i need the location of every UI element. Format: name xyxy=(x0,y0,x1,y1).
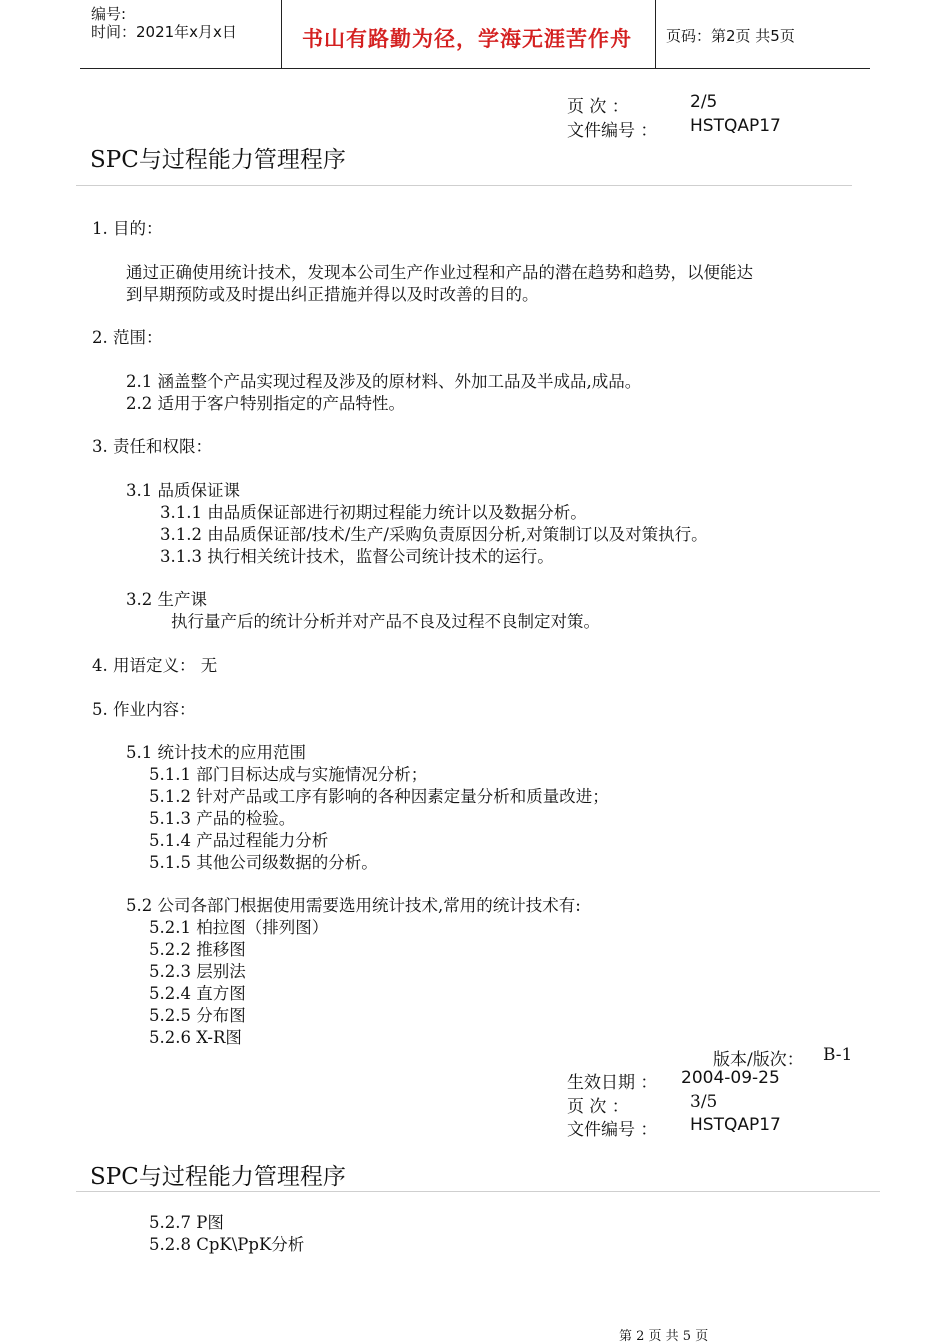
section-5-subitem: 5.2.8 CpK\PpK分析 xyxy=(149,1235,305,1254)
section-5-subitem: 5.1.2 针对产品或工序有影响的各种因素定量分析和质量改进； xyxy=(149,787,609,806)
section-3-item: 3.1 品质保证课 xyxy=(126,481,240,500)
page-footer: 第 2 页 共 5 页 xyxy=(619,1329,709,1344)
section-5-subitem: 5.2.6 X-R图 xyxy=(149,1028,242,1047)
section-3-heading: 3. 责任和权限： xyxy=(92,437,212,456)
section-5-subitem: 5.1.3 产品的检验。 xyxy=(149,809,296,828)
section-5-subitem: 5.1.5 其他公司级数据的分析。 xyxy=(149,853,378,872)
section-3-subitem: 3.1.2 由品质保证部/技术/生产/采购负责原因分析,对策制订以及对策执行。 xyxy=(160,525,708,544)
section-1-heading: 1. 目的： xyxy=(92,219,163,238)
section-1-text: 到早期预防或及时提出纠正措施并得以及时改善的目的。 xyxy=(126,285,539,304)
meta-page-value: 3/5 xyxy=(690,1092,718,1112)
section-4-heading: 4. 用语定义： 无 xyxy=(92,656,218,675)
meta-date-label: 生效日期 ： xyxy=(567,1073,658,1093)
meta-version-label: 版本/版次： xyxy=(713,1050,804,1070)
header-motto: 书山有路勤为径，学海无涯苦作舟 xyxy=(302,27,632,51)
meta-page-value: 2/5 xyxy=(690,92,718,112)
meta-doc-label: 文件编号 ： xyxy=(567,1120,658,1140)
header-time-label: 时间：2021年x月x日 xyxy=(91,23,237,41)
section-5-subitem: 5.2.2 推移图 xyxy=(149,940,246,959)
section-3-subitem: 3.1.3 执行相关统计技术，监督公司统计技术的运行。 xyxy=(160,547,554,566)
section-3-item: 3.2 生产课 xyxy=(126,590,207,609)
meta-page-label: 页 次 ： xyxy=(567,1097,629,1117)
meta-page-label: 页 次 ： xyxy=(567,97,629,117)
section-5-subitem: 5.2.5 分布图 xyxy=(149,1006,246,1025)
section-5-item: 5.1 统计技术的应用范围 xyxy=(126,743,306,762)
page-title: SPC与过程能力管理程序 xyxy=(90,147,346,173)
section-5-heading: 5. 作业内容： xyxy=(92,700,196,719)
page-title: SPC与过程能力管理程序 xyxy=(90,1164,346,1190)
meta-doc-value: HSTQAP17 xyxy=(690,116,781,136)
meta-doc-value: HSTQAP17 xyxy=(690,1115,781,1135)
header-divider xyxy=(281,0,282,68)
section-5-subitem: 5.1.4 产品过程能力分析 xyxy=(149,831,329,850)
section-2-item: 2.2 适用于客户特别指定的产品特性。 xyxy=(126,394,405,413)
title-rule xyxy=(76,1191,880,1192)
section-5-subitem: 5.2.4 直方图 xyxy=(149,984,246,1003)
title-rule xyxy=(76,185,852,186)
header-divider xyxy=(655,0,656,68)
section-5-subitem: 5.2.3 层别法 xyxy=(149,962,246,981)
section-5-subitem: 5.2.1 柏拉图（排列图） xyxy=(149,918,329,937)
meta-date-value: 2004-09-25 xyxy=(681,1068,780,1088)
section-5-subitem: 5.2.7 P图 xyxy=(149,1213,224,1232)
meta-version-value: B-1 xyxy=(823,1045,853,1065)
section-3-subitem: 3.1.1 由品质保证部进行初期过程能力统计以及数据分析。 xyxy=(160,503,587,522)
section-5-subitem: 5.1.1 部门目标达成与实施情况分析； xyxy=(149,765,428,784)
header-page-code: 页码：第2页 共5页 xyxy=(666,27,795,45)
header-number-label: 编号: xyxy=(91,5,127,23)
section-5-item: 5.2 公司各部门根据使用需要选用统计技术,常用的统计技术有: xyxy=(126,896,581,915)
section-1-text: 通过正确使用统计技术，发现本公司生产作业过程和产品的潜在趋势和趋势，以便能达 xyxy=(126,263,753,282)
meta-doc-label: 文件编号 ： xyxy=(567,121,658,141)
section-2-heading: 2. 范围： xyxy=(92,328,163,347)
section-2-item: 2.1 涵盖整个产品实现过程及涉及的原材料、外加工品及半成品,成品。 xyxy=(126,372,642,391)
section-3-text: 执行量产后的统计分析并对产品不良及过程不良制定对策。 xyxy=(171,612,600,631)
